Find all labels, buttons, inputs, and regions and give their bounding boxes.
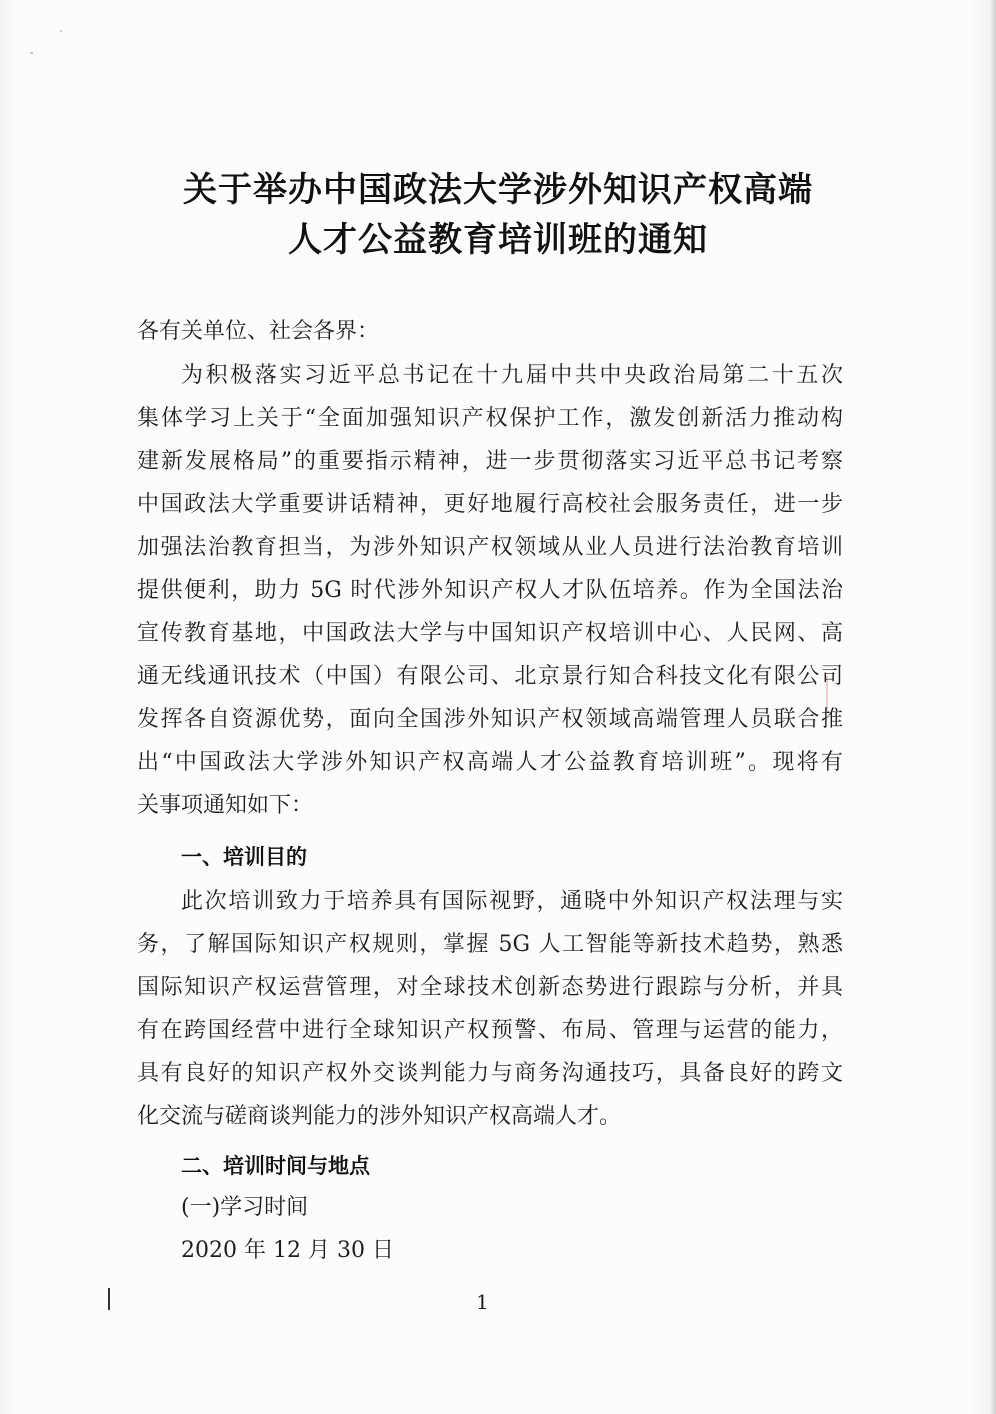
salutation: 各有关单位、社会各界： — [137, 319, 380, 344]
section-heading-time-place: 二、培训时间与地点 — [181, 1154, 370, 1178]
purpose-line: 有在跨国经营中进行全球知识产权预警、布局、管理与运营的能力， — [137, 1018, 843, 1043]
section-heading-purpose: 一、培训目的 — [181, 845, 307, 869]
study-date: 2020 年 12 月 30 日 — [181, 1238, 394, 1263]
intro-line: 建新发展格局”的重要指示精神，进一步贯彻落实习近平总书记考察 — [137, 449, 843, 474]
intro-line: 中国政法大学重要讲话精神，更好地履行高校社会服务责任，进一步 — [137, 492, 843, 517]
scan-speck — [60, 30, 62, 32]
document-title-line-2: 人才公益教育培训班的通知 — [288, 220, 708, 260]
intro-line: 宣传教育基地，中国政法大学与中国知识产权培训中心、人民网、高 — [137, 621, 843, 646]
intro-line: 通无线通讯技术（中国）有限公司、北京景行知合科技文化有限公司 — [137, 664, 843, 689]
page-number: 1 — [476, 1290, 489, 1314]
margin-mark — [108, 1288, 110, 1310]
purpose-line: 此次培训致力于培养具有国际视野，通晓中外知识产权法理与实 — [181, 889, 843, 914]
purpose-line: 务，了解国际知识产权规则，掌握 5G 人工智能等新技术趋势，熟悉 — [137, 932, 843, 957]
intro-line: 提供便利，助力 5G 时代涉外知识产权人才队伍培养。作为全国法治 — [137, 578, 843, 603]
intro-line: 关事项通知如下： — [137, 793, 314, 818]
purpose-line: 化交流与磋商谈判能力的涉外知识产权高端人才。 — [137, 1104, 622, 1129]
purpose-line: 具有良好的知识产权外交谈判能力与商务沟通技巧，具备良好的跨文 — [137, 1061, 843, 1086]
document-title-line-1: 关于举办中国政法大学涉外知识产权高端 — [183, 170, 813, 210]
intro-line: 为积极落实习近平总书记在十九届中共中央政治局第二十五次 — [181, 363, 843, 388]
scan-speck — [30, 52, 33, 54]
intro-line: 发挥各自资源优势，面向全国涉外知识产权领域高端管理人员联合推 — [137, 707, 843, 732]
intro-line: 集体学习上关于“全面加强知识产权保护工作，激发创新活力推动构 — [137, 406, 843, 431]
subsection-heading-study-time: (一)学习时间 — [181, 1195, 309, 1220]
intro-line: 加强法治教育担当，为涉外知识产权领域从业人员进行法治教育培训 — [137, 535, 843, 560]
intro-line: 出“中国政法大学涉外知识产权高端人才公益教育培训班”。现将有 — [137, 750, 843, 775]
purpose-line: 国际知识产权运营管理，对全球技术创新态势进行跟踪与分析，并具 — [137, 975, 843, 1000]
